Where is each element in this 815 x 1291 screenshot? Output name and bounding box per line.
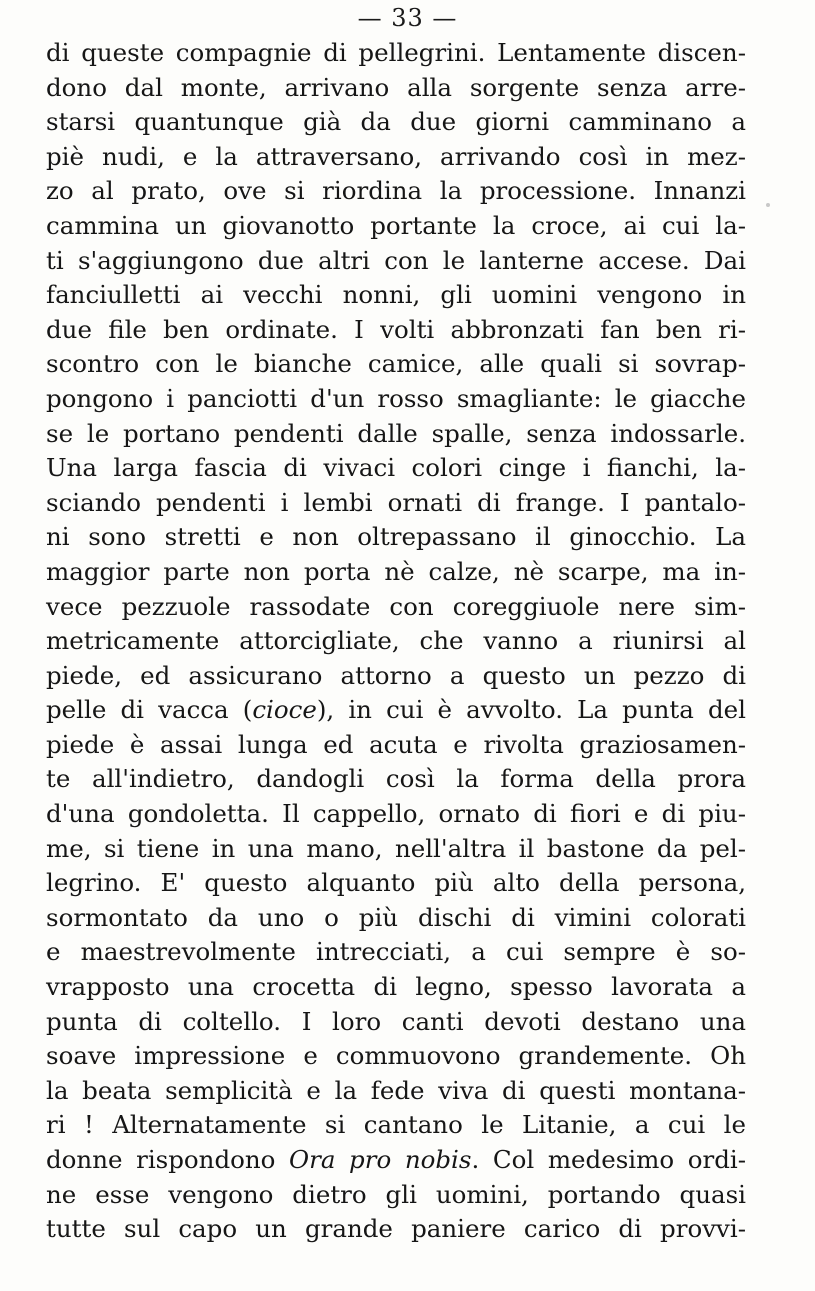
italic-phrase: Ora pro nobis bbox=[289, 1145, 472, 1174]
text-line-28: vrapposto una crocetta di legno, spesso lavorata a bbox=[46, 972, 746, 1002]
text-line-4: piè nudi, e la attraversano, arrivando così in mez- bbox=[46, 141, 746, 171]
text-line-19: piede, ed assicurano attorno a questo un pezzo di bbox=[46, 660, 746, 690]
text-line-34: ne esse vengono dietro gli uomini, portando quasi bbox=[46, 1179, 746, 1209]
text-line-30: soave impressione e commuovono grandemente. Oh bbox=[46, 1041, 746, 1071]
text-line-25: legrino. E' questo alquanto più alto della persona, bbox=[46, 868, 746, 898]
text-line-32: ri ! Alternatamente si cantano le Litanie, a cui le bbox=[46, 1110, 746, 1140]
text-line-18: metricamente attorcigliate, che vanno a riunirsi al bbox=[46, 626, 746, 656]
text-line-5: zo al prato, ove si riordina la processione. Innanzi bbox=[46, 176, 746, 206]
text-line-13: Una larga fascia di vivaci colori cinge i fianchi, la- bbox=[46, 453, 746, 483]
text-segment: donne rispondono bbox=[46, 1145, 290, 1174]
text-line-6: cammina un giovanotto portante la croce, ai cui la- bbox=[46, 210, 746, 240]
text-line-17: vece pezzuole rassodate con coreggiuole nere sim- bbox=[46, 591, 746, 621]
text-line-27: e maestrevolmente intrecciati, a cui sempre è so- bbox=[46, 937, 746, 967]
text-line-16: maggior parte non porta nè calze, nè scarpe, ma in- bbox=[46, 556, 746, 586]
text-line-7: ti s'aggiungono due altri con le lanterne accese. Dai bbox=[46, 245, 746, 275]
text-line-9: due file ben ordinate. I volti abbronzati fan ben ri- bbox=[46, 314, 746, 344]
text-line-21: piede è assai lunga ed acuta e rivolta graziosamen- bbox=[46, 729, 746, 759]
text-segment: pelle di vacca ( bbox=[46, 695, 253, 725]
text-line-23: d'una gondoletta. Il cappello, ornato di fiori e di piu- bbox=[46, 799, 746, 829]
text-line-26: sormontato da uno o più dischi di vimini colorati bbox=[46, 902, 746, 932]
italic-term: cioce bbox=[252, 695, 317, 725]
paper-speck bbox=[766, 203, 770, 207]
text-line-33 bbox=[46, 1143, 746, 1178]
text-line-20 bbox=[46, 693, 746, 728]
text-line-24: me, si tiene in una mano, nell'altra il bastone da pel- bbox=[46, 833, 746, 863]
text-line-15: ni sono stretti e non oltrepassano il ginocchio. La bbox=[46, 522, 746, 552]
text-line-35: tutte sul capo un grande paniere carico di provvi- bbox=[46, 1214, 746, 1244]
text-line-8: fanciulletti ai vecchi nonni, gli uomini vengono in bbox=[46, 280, 746, 310]
text-line-1: di queste compagnie di pellegrini. Lentamente discen- bbox=[46, 38, 746, 67]
text-segment: . Col medesimo ordi- bbox=[471, 1145, 746, 1174]
text-line-14: sciando pendenti i lembi ornati di frange. I pantalo- bbox=[46, 487, 746, 517]
text-line-11: pongono i panciotti d'un rosso smagliante: le giacche bbox=[46, 383, 746, 413]
text-line-29: punta di coltello. I loro canti devoti destano una bbox=[46, 1006, 746, 1036]
text-line-2: dono dal monte, arrivano alla sorgente senza arre- bbox=[46, 72, 746, 102]
text-line-3: starsi quantunque già da due giorni camminano a bbox=[46, 107, 746, 137]
text-line-12: se le portano pendenti dalle spalle, senza indossarle. bbox=[46, 418, 746, 448]
text-line-22: te all'indietro, dandogli così la forma della prora bbox=[46, 764, 746, 794]
page-number: — 33 — bbox=[357, 4, 458, 32]
body-text bbox=[46, 36, 746, 1247]
text-line-10: scontro con le bianche camice, alle quali si sovrap- bbox=[46, 349, 746, 379]
text-line-31: la beata semplicità e la fede viva di questi montana- bbox=[46, 1075, 746, 1105]
text-segment: ), in cui è avvolto. La punta del bbox=[316, 695, 746, 725]
